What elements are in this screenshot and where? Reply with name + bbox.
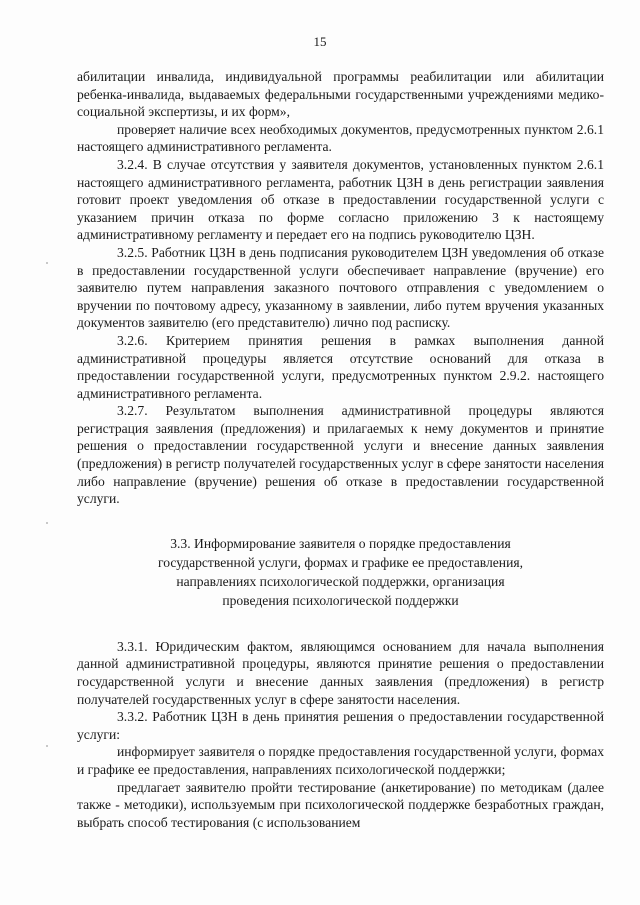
paragraph: информирует заявителя о порядке предоставления государственной услуги, формах и графике ее предоставления, направлениях психологической поддержки; <box>77 744 604 777</box>
section-heading <box>77 534 604 610</box>
heading-line: направлениях психологической поддержки, организация <box>176 573 505 589</box>
paragraph: предлагает заявителю пройти тестирование (анкетирование) по методикам (далее также - методики), используемым при психологической поддержке безработных граждан, выбрать способ тестирования (с использованием <box>77 779 604 830</box>
margin-mark <box>46 262 48 264</box>
heading-line: 3.3. Информирование заявителя о порядке предоставления <box>170 535 511 551</box>
document-body <box>77 68 604 831</box>
heading-line: проведения психологической поддержки <box>222 592 459 608</box>
margin-mark <box>46 522 48 524</box>
paragraph: 3.2.6. Критерием принятия решения в рамках выполнения данной административной процедуры является отсутствие оснований для отказа в предоставлении государственной услуги, предусмотренных пунктом 2.9.2. настоящего административного регламента. <box>77 332 604 401</box>
heading-line: государственной услуги, формах и графике ее предоставления, <box>157 554 523 570</box>
paragraph: 3.2.4. В случае отсутствия у заявителя документов, установленных пунктом 2.6.1 настоящего административного регламента, работник ЦЗН в день регистрации заявления готовит проект уведомления об отказе в предоставлении государственной услуги с указанием причин отказа по форме согласно приложению 3 к настоящему административному регламенту и передает его на подпись руководителю ЦЗН. <box>77 156 604 243</box>
paragraph: абилитации инвалида, индивидуальной программы реабилитации или абилитации ребенка-инвалида, выдаваемых федеральными государственными учреждениями медико-социальной экспертизы, и их форм», <box>77 69 604 120</box>
paragraph: 3.2.5. Работник ЦЗН в день подписания руководителем ЦЗН уведомления об отказе в предоставлении государственной услуги обеспечивает направление (вручение) его заявителю путем направления заказного почтового отправления с уведомлением о вручении по почтовому адресу, указанному в заявлении, либо путем вручения указанных документов заявителю (его представителю) лично под расписку. <box>77 244 604 331</box>
paragraph: 3.2.7. Результатом выполнения административной процедуры являются регистрация заявления (предложения) и прилагаемых к нему документов и принятие решения о предоставлении государственной услуги и внесение данных заявления (предложения) в регистр получателей государственных услуг в сфере занятости населения либо направление (вручение) решения об отказе в предоставлении государственной услуги. <box>77 403 604 507</box>
paragraph: 3.3.1. Юридическим фактом, являющимся основанием для начала выполнения данной административной процедуры, являются принятие решения о предоставлении государственной услуги и внесение данных заявления (предложения) в регистр получателей государственных услуг в сфере занятости населения. <box>77 638 604 707</box>
page-number: 15 <box>313 34 327 49</box>
paragraph: проверяет наличие всех необходимых документов, предусмотренных пунктом 2.6.1 настоящего административного регламента. <box>77 121 604 155</box>
margin-mark <box>46 745 48 747</box>
paragraph: 3.3.2. Работник ЦЗН в день принятия решения о предоставлении государственной услуги: <box>77 709 604 742</box>
